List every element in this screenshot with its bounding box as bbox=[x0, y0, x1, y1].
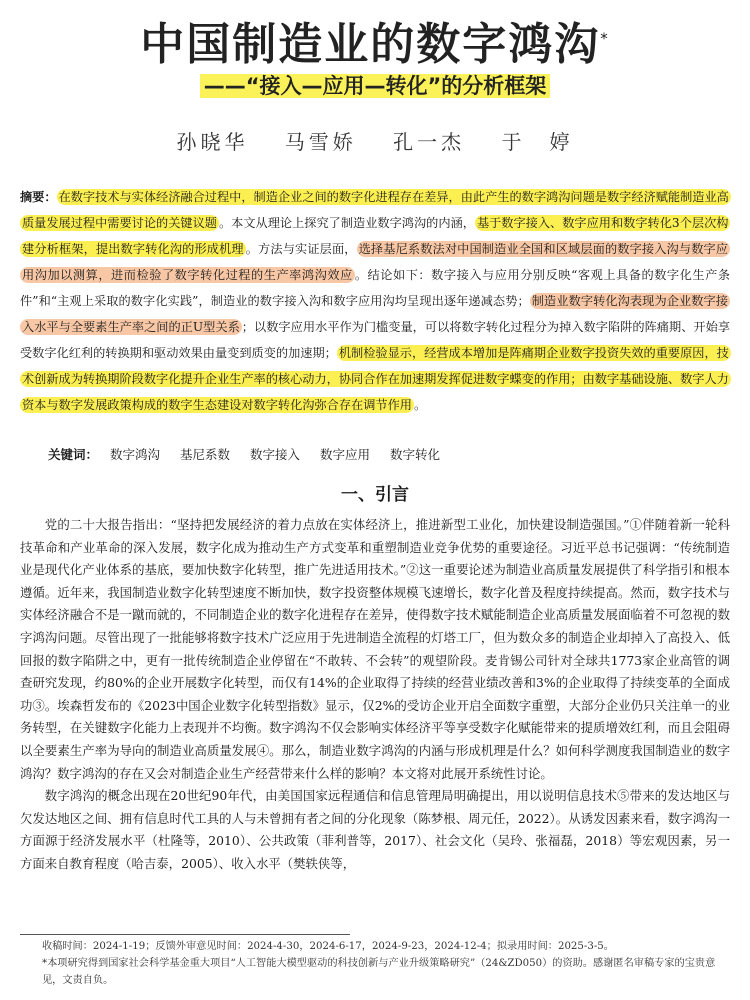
abstract-text: 。方法与实证层面， bbox=[245, 242, 357, 256]
title-footnote-mark: * bbox=[600, 29, 610, 48]
abstract-text: ；以数字应用水平作为门槛变量，可以将数字转化过程分为掉入数字陷阱的阵痛期、开始享受数字化红利的转换期和驱动效果由量变到质变的加速期； bbox=[20, 320, 731, 360]
keywords-line bbox=[48, 445, 456, 463]
author-name: 于 婷 bbox=[501, 130, 574, 154]
section-heading: 一、引言 bbox=[341, 485, 409, 505]
author-name: 孔一杰 bbox=[393, 130, 466, 154]
author-name: 马雪娇 bbox=[284, 130, 357, 154]
keywords-label: 关键词： bbox=[48, 447, 99, 462]
title-text: 中国制造业的数字鸿沟 bbox=[140, 19, 601, 70]
footnote-divider bbox=[20, 934, 350, 935]
body-paragraph: 党的二十大报告指出：“坚持把发展经济的着力点放在实体经济上，推进新型工业化，加快建设制造强国。”①伴随着新一轮科技革命和产业革命的深入发展，数字化成为推动生产方式变革和重塑制造业竞争优势的重要途径。习近平总书记强调：“传统制造业是现代化产业体系的基底，要加快数字化转型，推广先进适用技术。”②这一重要论述为制造业高质量发展提供了科学指引和根本遵循。近年来，我国制造业数字化转型速度不断加快，数字投资整体规模飞速增长，数字化普及程度持续提高。然而，数字技术与实体经济融合不是一蹴而就的，不同制造企业的数字化进程存在差异，使得数字技术赋能制造企业高质量发展面临着不可忽视的数字鸿沟问题。尽管出现了一批能够将数字技术广泛应用于先进制造全流程的灯塔工厂，但为数众多的制造企业却掉入了高投入、低回报的数字陷阱之中，更有一批传统制造企业停留在“不敢转、不会转”的观望阶段。麦肯锡公司针对全球共1773家企业高管的调查研究发现，约80%的企业开展数字化转型，而仅有14%的企业取得了持续的经营业绩改善和3%的企业取得了持续变革的全面成功③。埃森哲发布的《2023中国企业数字化转型指数》显示，仅2%的受访企业开启全面数字重塑，大部分企业仍只关注单一的业务转型，在关键数字化能力上表现并不均衡。数字鸿沟不仅会影响实体经济平等享受数字化赋能带来的提质增效红利，而且会阻碍以全要素生产率为导向的制造业高质量发展④。那么，制造业数字鸿沟的内涵与形成机理是什么？如何科学测度我国制造业的数字鸿沟？数字鸿沟的存在又会对制造企业生产经营带来什么样的影响？本文将对此展开系统性讨论。 bbox=[20, 517, 730, 781]
footnote-dates: 收稿时间：2024-1-19；反馈外审意见时间：2024-4-30，2024-6-17，2024-9-23，2024-12-4；拟录用时间：2025-3-5。 bbox=[42, 941, 614, 952]
keyword: 基尼系数 bbox=[180, 447, 231, 462]
abstract-text: 。本文从理论上探究了制造业数字鸿沟的内涵， bbox=[219, 216, 475, 230]
abstract-text: 。 bbox=[414, 398, 427, 412]
paper-subtitle bbox=[0, 70, 750, 100]
keyword: 数字应用 bbox=[320, 447, 371, 462]
paper-title bbox=[0, 8, 750, 72]
body-text bbox=[20, 514, 730, 876]
abstract-highlight: 机制检验显示，经营成本增加是阵痛期企业数字投资失效的重要原因，技术创新成为转换期阶段数字化提升企业生产率的核心动力，协同合作在加速期发挥促进数字蝶变的作用；由数字基础设施、数字人力资本与数字发展政策构成的数字生态建设对数字转化沟弥合存在调节作用 bbox=[22, 346, 729, 412]
abstract-highlight: 在数字技术与实体经济融合过程中，制造企业之间的数字化进程存在差异，由此产生的数字鸿沟问题是数字经济赋能制造业高质量发展过程中需要讨论的关键议题 bbox=[22, 190, 729, 230]
abstract-text: 。结论如下：数字接入与应用分别反映“客观上具备的数字化生产条件”和“主观上采取的数字化实践”，制造业的数字接入沟和数字应用沟均呈现出逐年递减态势； bbox=[20, 268, 731, 308]
abstract-highlight: 选择基尼系数法对中国制造业全国和区域层面的数字接入沟与数字应用沟加以测算，进而检验了数字转化过程的生产率鸿沟效应 bbox=[22, 242, 729, 282]
subtitle-text: ——“接入—应用—转化”的分析框架 bbox=[200, 74, 551, 98]
abstract-highlight: 制造业数字转化沟表现为企业数字接入水平与全要素生产率之间的正U型关系 bbox=[22, 294, 728, 334]
keyword: 数字接入 bbox=[250, 447, 301, 462]
author-list bbox=[0, 126, 750, 155]
keyword: 数字转化 bbox=[390, 447, 441, 462]
body-paragraph: 数字鸿沟的概念出现在20世纪90年代，由美国国家远程通信和信息管理局明确提出，用以说明信息技术⑤带来的发达地区与欠发达地区之间、拥有信息时代工具的人与未曾拥有者之间的分化现象（陈梦根、周元任，2022）。从诱发因素来看，数字鸿沟一方面源于经济发展水平（杜隆等，2010）、公共政策（菲利普等，2017）、社会文化（吴玲、张福磊，2018）等宏观因素，另一方面来自教育程度（哈吉泰，2005）、收入水平（樊轶侠等， bbox=[20, 788, 730, 871]
abstract-highlight: 基于数字接入、数字应用和数字转化3个层次构建分析框架，提出数字转化沟的形成机理 bbox=[22, 216, 729, 256]
abstract-block bbox=[20, 184, 730, 418]
footnote-funding: *本项研究得到国家社会科学基金重大项目“人工智能大模型驱动的科技创新与产业升级策略研究”（24&ZD050）的资助。感谢匿名审稿专家的宝贵意见，文责自负。 bbox=[42, 958, 716, 986]
footnotes bbox=[20, 938, 730, 989]
abstract-label: 摘要： bbox=[20, 190, 57, 204]
author-name: 孙晓华 bbox=[176, 130, 249, 154]
keyword: 数字鸿沟 bbox=[110, 447, 161, 462]
